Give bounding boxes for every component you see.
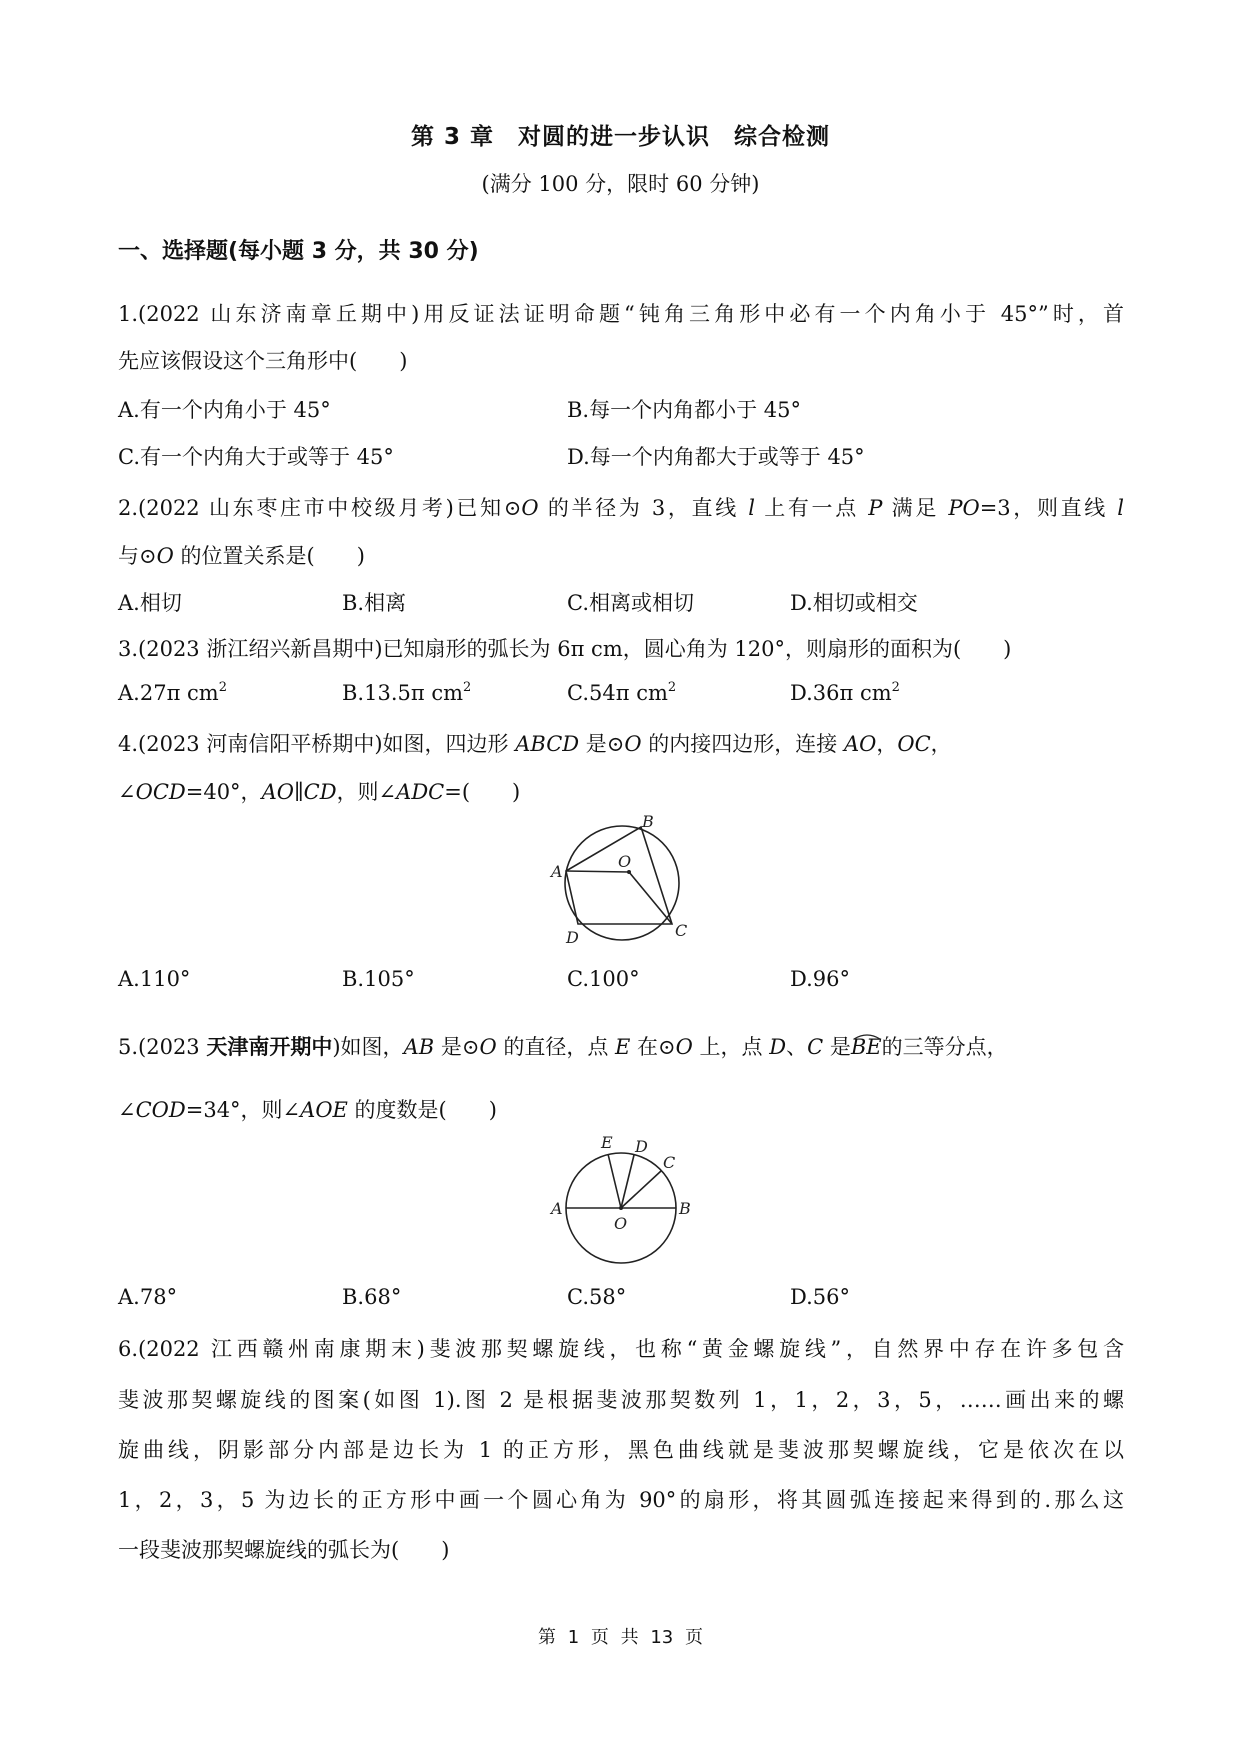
q5-option-c: C.58°	[567, 1285, 627, 1309]
q1-line1: 1.(2022 山东济南章丘期中)用反证法证明命题“钝角三角形中必有一个内角小于 45°”时，首	[118, 302, 1124, 326]
q5-option-a: A.78°	[118, 1285, 178, 1309]
q3-option-a: A.27π $cm^2$	[118, 680, 227, 705]
q5-label-o: O	[614, 1214, 628, 1233]
page-subtitle: (满分 100 分，限时 60 分钟)	[481, 172, 760, 196]
q2-line1: 2.(2022 山东枣庄市中校级月考)已知⊙O 的半径为 3，直线 l 上有一点 P 满足 PO=3，则直线 l	[118, 496, 1124, 520]
q5-line2: ∠COD=34°，则∠AOE 的度数是( )	[118, 1098, 497, 1122]
q5-label-a: A	[551, 1199, 563, 1218]
q4-option-d: D.96°	[790, 967, 850, 991]
q5-center-dot	[619, 1206, 623, 1210]
q2-line2: 与⊙O 的位置关系是( )	[118, 544, 365, 568]
page-title: 第 3 章 对圆的进一步认识 综合检测	[410, 124, 831, 150]
q6-line4: 1，2，3，5 为边长的正方形中画一个圆心角为 90°的扇形，将其圆弧连接起来得到的.那么这	[118, 1488, 1124, 1512]
page-footer: 第 1 页 共 13 页	[538, 1627, 703, 1648]
q5-option-b: B.68°	[342, 1285, 402, 1309]
q2-option-c: C.相离或相切	[567, 591, 694, 615]
q5-label-b: B	[679, 1199, 691, 1218]
q4-label-a: A	[551, 862, 563, 881]
q3-line1: 3.(2023 浙江绍兴新昌期中)已知扇形的弧长为 6π cm，圆心角为 120°，则扇形的面积为( )	[118, 637, 1012, 661]
q4-label-o: O	[618, 852, 632, 871]
q4-line1: 4.(2023 河南信阳平桥期中)如图，四边形 ABCD 是⊙O 的内接四边形，连接 AO，OC，	[118, 732, 952, 756]
q4-segment-oc	[629, 872, 672, 924]
q4-circle	[565, 826, 679, 940]
q6-line5: 一段斐波那契螺旋线的弧长为( )	[118, 1538, 450, 1562]
q4-label-c: C	[675, 921, 688, 940]
q3-option-b: B.13.5π $cm^2$	[342, 680, 472, 705]
q5-figure	[548, 1130, 698, 1270]
q6-line2: 斐波那契螺旋线的图案(如图 1).图 2 是根据斐波那契数列 1，1，2，3，5，……画出来的螺	[118, 1388, 1124, 1412]
q4-label-d: D	[566, 928, 579, 947]
section-heading: 一、选择题(每小题 3 分，共 30 分)	[118, 239, 479, 264]
q3-option-d: D.36π $cm^2$	[790, 680, 900, 705]
q5-label-c: C	[663, 1153, 676, 1172]
q5-radius-oe	[608, 1154, 621, 1208]
q5-label-d: D	[635, 1137, 648, 1156]
q4-option-c: C.100°	[567, 967, 640, 991]
q2-option-d: D.相切或相交	[790, 591, 918, 615]
q4-option-a: A.110°	[118, 967, 191, 991]
q1-line2: 先应该假设这个三角形中( )	[118, 349, 408, 373]
arc-be: BE	[850, 1035, 882, 1059]
q6-line3: 旋曲线，阴影部分内部是边长为 1 的正方形，黑色曲线就是斐波那契螺旋线，它是依次在以	[118, 1438, 1124, 1462]
q5-radius-od	[621, 1155, 634, 1208]
q4-line2: ∠OCD=40°，AO∥CD，则∠ADC=( )	[118, 780, 521, 804]
q4-option-b: B.105°	[342, 967, 415, 991]
q5-label-e: E	[601, 1133, 613, 1152]
q1-option-d: D.每一个内角都大于或等于 45°	[567, 445, 865, 469]
q4-label-b: B	[642, 815, 654, 831]
q5-option-d: D.56°	[790, 1285, 850, 1309]
q5-line1: 5.(2023 天津南开期中)如图，AB 是⊙O 的直径，点 E 在⊙O 上，点 D、C 是BE 的三等分点，	[118, 1035, 1008, 1059]
q5-radius-oc	[621, 1171, 661, 1208]
q4-figure	[548, 815, 698, 950]
q1-option-b: B.每一个内角都小于 45°	[567, 398, 802, 422]
q4-segment-ao	[566, 871, 629, 872]
q6-line1: 6.(2022 江西赣州南康期末)斐波那契螺旋线，也称“黄金螺旋线”，自然界中存在许多包含	[118, 1337, 1124, 1361]
q1-option-a: A.有一个内角小于 45°	[118, 398, 331, 422]
q2-option-b: B.相离	[342, 591, 407, 615]
q1-option-c: C.有一个内角大于或等于 45°	[118, 445, 394, 469]
q2-option-a: A.相切	[118, 591, 182, 615]
q3-option-c: C.54π $cm^2$	[567, 680, 677, 705]
